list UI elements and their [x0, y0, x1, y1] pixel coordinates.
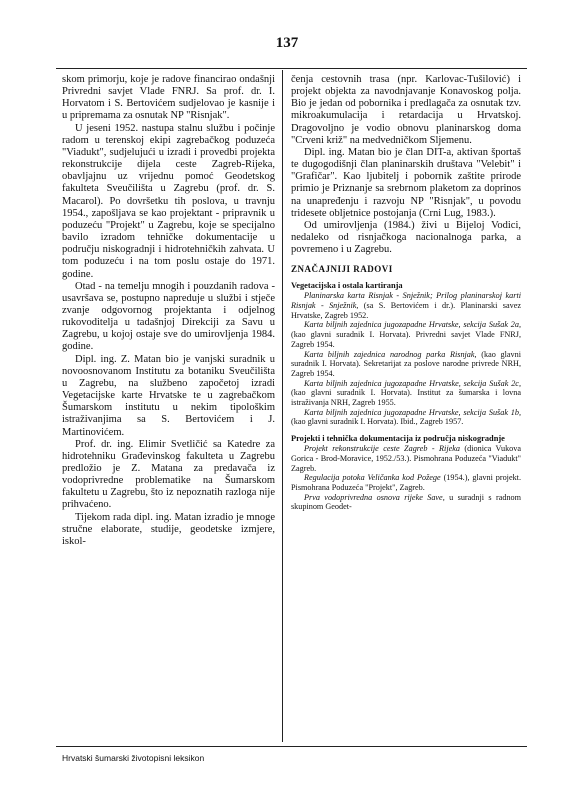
- bibliography-entry: [291, 444, 521, 473]
- running-footer: Hrvatski šumarski životopisni leksikon: [62, 753, 205, 763]
- section-heading-projects: Projekti i tehnička dokumentacija iz područja niskogradnje: [291, 434, 505, 444]
- entry-title: Karta biljnih zajednica jugozapadne Hrvatske, sekcija Sušak 1b,: [304, 407, 521, 417]
- entry-details: (kao glavni suradnik I. Horvata). Privredni savjet Vlade FNRJ, Zagreb 1954.: [291, 330, 521, 349]
- body-paragraph: Prof. dr. ing. Elimir Svetličić sa Katedre za hidrotehniku Građevinskog fakulteta u Zagrebu predložio je Z. Matana za predavača iz vodoprivredne problematike na Šumarskom fakultetu u Zagrebu, što iz nepoznatih razloga nije prihvaćeno.: [62, 438, 275, 511]
- header-rule: [56, 68, 527, 69]
- body-paragraph: Otad - na temelju mnogih i pouzdanih radova - usavršava se, postupno napreduje u službi i stječe zvanje odgovornog projektanta i odjelnog rukovoditelja u tadašnjoj Direkciji za Savu u Zagrebu, u kojoj ostaje sve do umirovljenja 1984. godine.: [62, 280, 275, 353]
- entry-title: Karta biljnih zajednica jugozapadne Hrvatske, sekcija Sušak 2a,: [304, 320, 521, 330]
- bibliography-entry: [291, 493, 521, 512]
- page-number: 137: [275, 35, 299, 51]
- body-paragraph: Dipl. ing. Matan bio je član DIT-a, aktivan športaš te dugogodišnji član planinarskih društava "Velebit" i "Grafičar". Kao ljubitelj i pobornik zaštite prirode primio je Priznanje sa srebrnom plaketom za doprinos na unapređenju i razvoju NP "Risnjak", u povodu tridesete obljetnice postojanja (Crni Lug, 1983.).: [291, 146, 521, 219]
- bibliography-entry: [291, 379, 521, 408]
- entry-title: Projekt rekonstrukcije ceste Zagreb - Rijeka: [304, 444, 460, 454]
- entry-details: (kao glavni suradnik I. Horvata). Ibid., Zagreb 1957.: [291, 417, 464, 427]
- entry-title: Planinarska karta Risnjak - Snježnik; Prilog planinarskoj karti Risnjak - Snježnik,: [291, 291, 521, 311]
- column-divider: [282, 70, 283, 742]
- bibliography-entry: [291, 350, 521, 379]
- right-column: [291, 74, 521, 512]
- bibliography-entry: [291, 408, 521, 427]
- bibliography-entry: [291, 473, 521, 492]
- body-paragraph: skom primorju, koje je radove financirao ondašnji Privredni savjet Vlade FNRJ. Sa prof. dr. I. Horvatom i S. Bertovićem sudjelovao je kasnije i u pripremama za osnutak NP "Risnjak".: [62, 74, 275, 122]
- entry-title: Karta biljnih zajednica narodnog parka Risnjak,: [304, 349, 477, 359]
- entry-details: (dionica Vukova Gorica - Brod-Moravice, 1952./53.). Pismohrana Poduzeća "Viadukt" Zagreb.: [291, 444, 521, 473]
- body-paragraph: čenja cestovnih trasa (npr. Karlovac-Tušilović) i projekt objekta za navodnjavanje Konavoskog polja. Bio je jedan od pobornika i predlagača za osnutak tzv. mikroakumulacija i retardacija u Hrvatskoj. Dragovoljno je vodio obnovu planinarskog doma "Crveni križ" na medvedničkom Sljemenu.: [291, 74, 521, 146]
- entry-title: Regulacija potoka Veličanka kod Požege: [304, 473, 441, 483]
- entry-details: (kao glavni suradnik I. Horvata). Institut za šumarska i lovna istraživanja NRH, Zagreb 1955.: [291, 388, 521, 408]
- entry-details: (sa S. Bertovićem i dr.). Planinarski savez Hrvatske, Zagreb 1952.: [291, 301, 521, 320]
- body-paragraph: U jeseni 1952. nastupa stalnu službu i počinje radom u terenskoj ekipi zagrebačkog poduzeća "Viadukt", sudjelujući u izradi i provedbi projekta rekonstrukcije dijela ceste Zagreb-Rijeka, obavljajnu uz vrijednu pomoć Geodetskog fakulteta Sveučilišta u Zagrebu (prof. dr. S. Macarol). Po dovršetku tih poslova, u travnju 1954., zapošljava se kao projektant - pripravnik u poduzeću "Projekt" u Zagrebu, koje se specijalno bavilo izradom tehničke dokumentacije u području niskogradnji i hidrotehničkih zahvata. U tom poduzeću i na tom poslu ostaje do 1971. godine.: [62, 122, 275, 280]
- entry-details: (kao glavni suradnik I. Horvata). Sekretarijat za poslove narodne privrede NRH, Zagreb 1954.: [291, 349, 521, 378]
- entry-title: Karta biljnih zajednica jugozapadne Hrvatske, sekcija Sušak 2c,: [304, 378, 521, 388]
- body-paragraph: Od umirovljenja (1984.) živi u Bijeloj Vodici, nedaleko od risnjačkoga nacionalnoga parka, a povremeno i u Zagrebu.: [291, 219, 521, 256]
- bibliography-entry: [291, 320, 521, 349]
- left-column: [62, 74, 275, 548]
- body-paragraph: Dipl. ing. Z. Matan bio je vanjski suradnik u novoosnovanom Institutu za botaniku Sveučilišta u Zagrebu, na službeno započetoj izradi Vegetacijske karte Hrvatske te u zagrebačkom Šumarskom institutu u nekim tipološkim istraživanjima sa S. Bertovićem i J. Martinovićem.: [62, 353, 275, 438]
- entry-details: u suradnji s radnom skupinom Geodet-: [291, 492, 522, 512]
- works-heading: ZNAČAJNIJI RADOVI: [291, 264, 393, 275]
- footer-rule: [56, 746, 527, 747]
- entry-details: (1954.), glavni projekt. Pismohrana Poduzeća "Projekt", Zagreb.: [291, 473, 522, 492]
- body-paragraph: Tijekom rada dipl. ing. Matan izradio je mnoge stručne elaborate, studije, geodetske izmjere, iskol-: [62, 511, 275, 547]
- bibliography-entry: [291, 291, 521, 320]
- entry-title: Prva vodoprivredna osnova rijeke Save,: [304, 492, 445, 502]
- section-heading-mapping: Vegetacijska i ostala kartiranja: [291, 281, 403, 291]
